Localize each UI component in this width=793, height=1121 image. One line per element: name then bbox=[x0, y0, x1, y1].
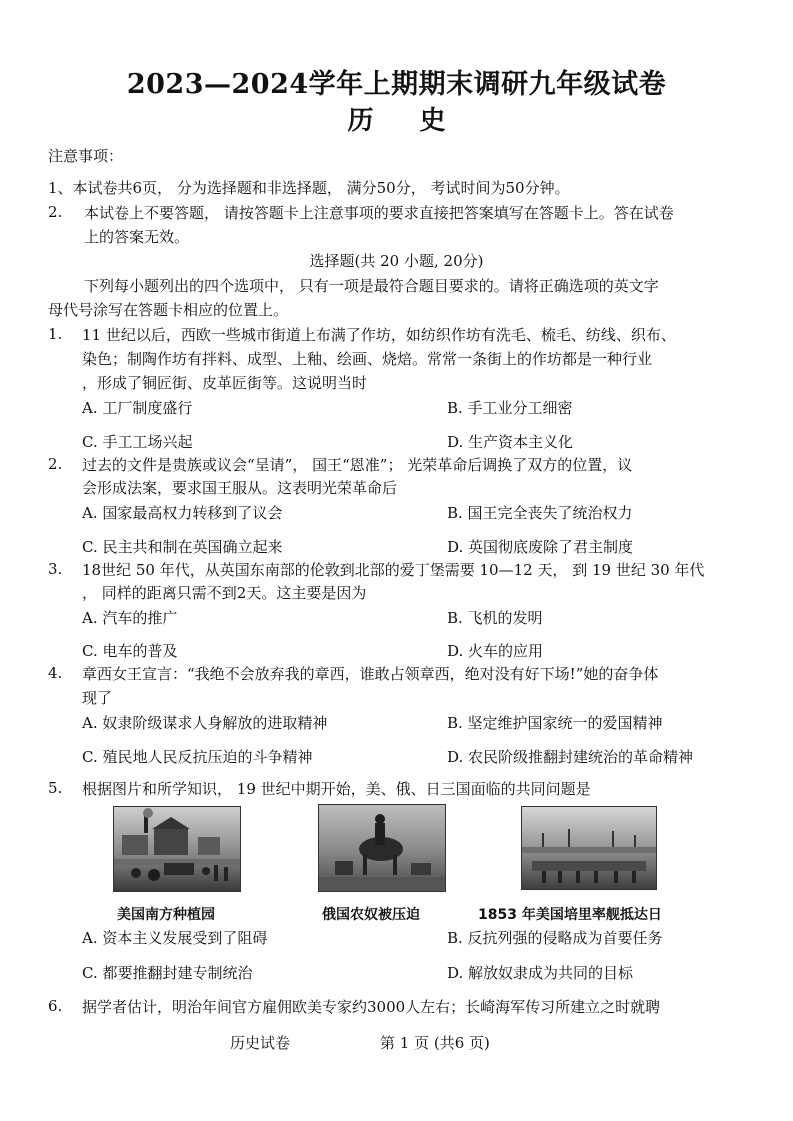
subject-heading bbox=[0, 100, 793, 137]
option-a: A. 工厂制度盛行 bbox=[82, 399, 193, 417]
option-a: A. 汽车的推广 bbox=[82, 609, 178, 627]
notes-item-2-number: 2. bbox=[48, 203, 63, 221]
option-a: A. 资本主义发展受到了阻碍 bbox=[82, 929, 268, 947]
option-d: D. 解放奴隶成为共同的目标 bbox=[447, 964, 634, 982]
question-stem-line: 过去的文件是贵族或议会“呈请”， 国王“恩准”； 光荣革命后调换了双方的位置，议 bbox=[82, 456, 633, 474]
notes-heading: 注意事项： bbox=[48, 147, 124, 165]
option-d: D. 生产资本主义化 bbox=[447, 433, 574, 451]
option-a: A. 国家最高权力转移到了议会 bbox=[82, 504, 283, 522]
option-d: D. 农民阶级推翻封建统治的革命精神 bbox=[447, 748, 694, 766]
question-stem-line: 11 世纪以后，西欧一些城市街道上布满了作坊，如纺织作坊有洗毛、梳毛、纺线、织布、 bbox=[82, 326, 676, 344]
option-c: C. 都要推翻封建专制统治 bbox=[82, 964, 253, 982]
plantation-image bbox=[113, 806, 241, 892]
option-b: B. 坚定维护国家统一的爱国精神 bbox=[447, 714, 663, 732]
question-stem-line: ， 同样的距离只需不到2天。这主要是因为 bbox=[82, 584, 367, 602]
caption-perry: 1853 年美国培里率舰抵达日 bbox=[478, 907, 662, 923]
option-d: D. 火车的应用 bbox=[447, 642, 544, 660]
question-number: 6. bbox=[48, 997, 63, 1015]
question-number: 4. bbox=[48, 664, 63, 682]
option-c: C. 手工工场兴起 bbox=[82, 433, 193, 451]
question-stem-line: 据学者估计，明治年间官方雇佣欧美专家约3000人左右；长崎海军传习所建立之时就聘 bbox=[82, 998, 661, 1016]
section-title: 选择题(共 20 小题, 20分) bbox=[309, 252, 484, 270]
option-c: C. 民主共和制在英国确立起来 bbox=[82, 538, 283, 556]
footer-subject: 历史试卷 bbox=[230, 1034, 291, 1052]
subject-char-left: 历 bbox=[347, 106, 374, 136]
caption-serfs: 俄国农奴被压迫 bbox=[322, 907, 420, 923]
option-b: B. 国王完全丧失了统治权力 bbox=[447, 504, 633, 522]
question-stem-line: 18世纪 50 年代，从英国东南部的伦敦到北部的爱丁堡需要 10—12 天， 到 19 世纪 30 年代 bbox=[82, 561, 705, 579]
notes-item-1: 1、本试卷共6页， 分为选择题和非选择题， 满分50分， 考试时间为50分钟。 bbox=[48, 179, 570, 197]
notes-item-2-line-2: 上的答案无效。 bbox=[84, 228, 190, 246]
serfs-image bbox=[318, 804, 446, 892]
question-stem-line: 根据图片和所学知识， 19 世纪中期开始，美、俄、日三国面临的共同问题是 bbox=[82, 780, 591, 798]
question-stem-line: 章西女王宣言：“我绝不会放弃我的章西，谁敢占领章西，绝对没有好下场!”她的奋争体 bbox=[82, 665, 659, 683]
option-d: D. 英国彻底废除了君主制度 bbox=[447, 538, 634, 556]
question-stem-line: 染色；制陶作坊有拌料、成型、上釉、绘画、烧焙。常常一条街上的作坊都是一种行业 bbox=[82, 350, 653, 368]
subject-char-right: 史 bbox=[419, 106, 446, 136]
option-b: B. 手工业分工细密 bbox=[447, 399, 573, 417]
section-intro-line-1: 下列每小题列出的四个选项中， 只有一项是最符合题目要求的。请将正确选项的英文字 bbox=[84, 277, 659, 295]
footer-page-number: 第 1 页 (共6 页) bbox=[380, 1034, 490, 1052]
option-b: B. 反抗列强的侵略成为首要任务 bbox=[447, 929, 663, 947]
section-intro-line-2: 母代号涂写在答题卡相应的位置上。 bbox=[48, 301, 289, 319]
question-stem-line: 现了 bbox=[82, 689, 113, 707]
option-c: C. 殖民地人民反抗压迫的斗争精神 bbox=[82, 748, 313, 766]
question-stem-line: 会形成法案，要求国王服从。这表明光荣革命后 bbox=[82, 479, 398, 497]
option-c: C. 电车的普及 bbox=[82, 642, 178, 660]
question-number: 2. bbox=[48, 455, 63, 473]
option-a: A. 奴隶阶级谋求人身解放的进取精神 bbox=[82, 714, 328, 732]
question-number: 5. bbox=[48, 779, 63, 797]
option-b: B. 飞机的发明 bbox=[447, 609, 543, 627]
perry-fleet-image bbox=[521, 806, 657, 890]
notes-item-2-line-1: 本试卷上不要答题， 请按答题卡上注意事项的要求直接把答案填写在答题卡上。答在试卷 bbox=[84, 204, 674, 222]
question-number: 3. bbox=[48, 560, 63, 578]
question-number: 1. bbox=[48, 325, 63, 343]
question-stem-line: ，形成了铜匠街、皮革匠街等。这说明当时 bbox=[82, 374, 368, 392]
caption-plantation: 美国南方种植园 bbox=[117, 907, 215, 923]
exam-title: 2023—2024学年上期期末调研九年级试卷 bbox=[126, 69, 667, 100]
